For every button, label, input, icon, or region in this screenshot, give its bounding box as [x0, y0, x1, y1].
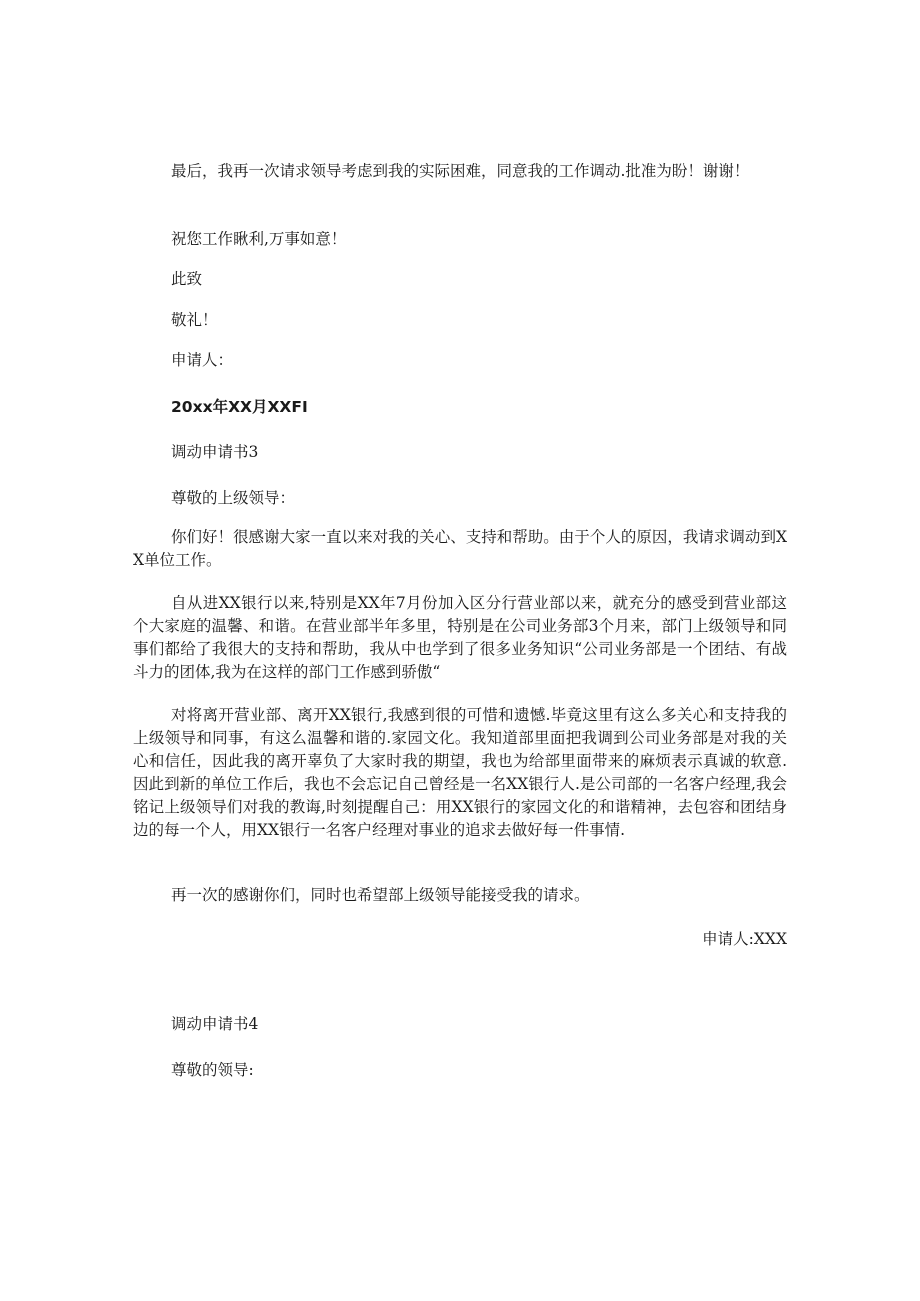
letter3-paragraph-2: 自从进XX银行以来,特别是XX年7月份加入区分行营业部以来，就充分的感受到营业部这个大家庭的温馨、和谐。在营业部半年多里，特别是在公司业务部3个月来，部门上级领导和同事们都给了我很大的支持和帮助，我从中也学到了很多业务知识“公司业务部是一个团结、有战斗力的团体,我为在这样的部门工作感到骄傲“: [133, 594, 787, 681]
letter3-paragraph-1: 你们好！很感谢大家一直以来对我的关心、支持和帮助。由于个人的原因，我请求调动到XX单位工作。: [133, 528, 787, 569]
closing-request-paragraph: 最后，我再一次请求领导考虑到我的实际困难，同意我的工作调动.批准为盼！谢谢！: [171, 162, 750, 180]
date-line: 20xx年XX月XXFI: [171, 398, 308, 416]
applicant-label: 申请人：: [171, 351, 234, 369]
letter4-salutation: 尊敬的领导:: [171, 1061, 254, 1079]
letter3-paragraph-3: 对将离开营业部、离开XX银行,我感到很的可惜和遗憾.毕竟这里有这么多关心和支持我的上级领导和同事，有这么温馨和谐的.家园文化。我知道部里面把我调到公司业务部是对我的关心和信任，因此我的离开辜负了大家时我的期望，我也为给部里面带来的麻烦表示真诚的软意.因此到新的单位工作后，我也不会忘记自己曾经是一名XX银行人.是公司部的一名客户经理,我会铭记上级领导们对我的教诲,时刻提醒自己：用XX银行的家园文化的和谐精神，去包容和团结身边的每一个人，用XX银行一名客户经理对事业的追求去做好每一件事情.: [133, 706, 787, 839]
ci-zhi-line: 此致: [171, 270, 203, 288]
letter3-paragraph-4: 再一次的感谢你们，同时也希望部上级领导能接受我的请求。: [171, 886, 590, 904]
letter3-signature: 申请人:XXX: [702, 930, 787, 948]
wish-line: 祝您工作瞅利,万事如意！: [171, 230, 347, 248]
jing-li-line: 敬礼！: [171, 311, 218, 329]
letter3-title: 调动申请书3: [171, 443, 259, 461]
letter4-title: 调动申请书4: [171, 1015, 259, 1033]
letter3-salutation: 尊敬的上级领导：: [171, 489, 296, 507]
